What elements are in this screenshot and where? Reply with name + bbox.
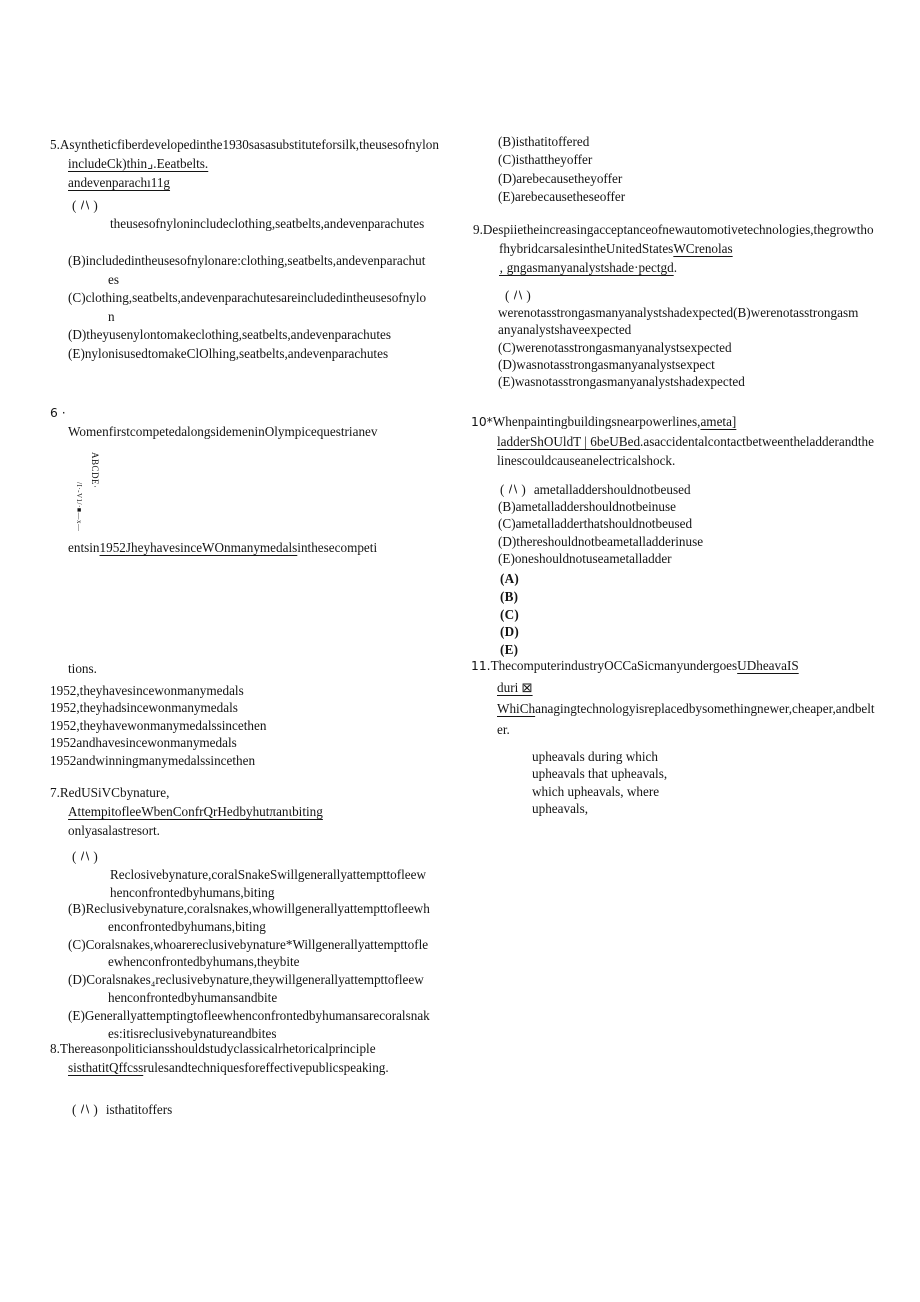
question-9-answer-label-a — [505, 286, 531, 305]
underlined-text: duri ⊠ — [497, 680, 533, 695]
text-segment: . — [673, 260, 677, 275]
answer-letter: (D) — [500, 624, 519, 640]
question-10-option: (E)oneshouldnotuseametalladder — [498, 551, 672, 567]
question-7-stem — [50, 783, 442, 840]
question-11-stem — [471, 655, 877, 740]
question-6-stem-line1: WomenfirstcompetedalongsidemeninOlympicequestrianev — [68, 424, 378, 439]
answer-letter: (C) — [500, 606, 519, 622]
text-segment: onlyasalastresort. — [68, 823, 160, 838]
question-10-answer-label-a — [500, 480, 526, 499]
question-10-stem — [471, 412, 877, 470]
cjk-ba-glyph — [79, 850, 90, 862]
text-segment: inthesecompeti — [297, 540, 378, 555]
text-segment: 5.Asyntheticfiberdevelopedinthe1930sasasubstituteforsilk,theusesofnylon — [50, 137, 439, 152]
question-6-stem-line2 — [68, 538, 430, 557]
text-segment: Whenpaintingbuildingsnearpowerlines, — [492, 414, 701, 429]
answer-letter: (B) — [500, 588, 519, 604]
question-5-options — [68, 252, 428, 364]
question-6-option: 1952,theyhavewonmanymedalssincethen — [50, 717, 267, 733]
question-9-option: werenotasstrongasmanyanalystshadexpected(B)werenotasstrongasmanyanalystshaveexpected — [498, 305, 859, 338]
underlined-text: ladderShOUldT | 6beUBed — [497, 434, 641, 449]
question-10-option-a: ametalladdershouldnotbeused — [533, 482, 691, 497]
answer-letter: (A) — [500, 571, 519, 586]
text-segment: 11. — [471, 659, 491, 673]
text-segment: 8.Thereasonpoliticiansshouldstudyclassicalrhetoricalprinciple — [50, 1041, 376, 1056]
question-5-option: (E)nylonisusedtomakeClOlhing,seatbelts,andevenparachutes — [68, 345, 389, 361]
text-segment: 9.Despiietheincreasingacceptanceofnewautomotivetechnologies,thegrowthofhybridcarsalesintheUnitedStates — [473, 222, 874, 256]
cjk-ba-glyph — [79, 199, 90, 211]
question-9-option: (D)wasnotasstrongasmanyanalystsexpect — [498, 356, 715, 372]
question-5-option-a: theusesofnylonincludeclothing,seatbelts,andevenparachutes — [110, 216, 425, 231]
underlined-text: WhiCh — [497, 701, 536, 716]
question-10-option: (D)thereshouldnotbeametalladderinuse — [498, 533, 704, 549]
underlined-text: ameta] — [700, 414, 737, 429]
question-7-option: (D)Coralsnakes₄reclusivebynature,theywillgenerallyattempttofleewhenconfrontedbyhumansandbite — [68, 972, 424, 1005]
cjk-ba-glyph — [79, 1103, 90, 1115]
question-10-option: (B)ametalladdershouldnotbeinuse — [498, 499, 676, 514]
question-9-stem — [473, 220, 875, 277]
question-11-option: upheavals, — [532, 800, 589, 816]
question-6-number: 6 · — [50, 406, 66, 420]
question-8-option-a: isthatitoffers — [105, 1102, 173, 1117]
question-9-option: (C)werenotasstrongasmanyanalystsexpected — [498, 339, 732, 355]
question-8-options — [498, 133, 848, 207]
question-10-options — [498, 498, 858, 568]
ocr-artifact-rotated-text — [74, 452, 108, 542]
question-7-options — [68, 900, 430, 1042]
question-7-option: (E)Generallyattemptingtofleewhenconfrontedbyhumansarecoralsnakes:itisreclusivebynatureandbites — [68, 1007, 430, 1041]
question-6-option: 1952andwinningmanymedalssincethen — [50, 752, 256, 768]
question-6-option: 1952andhavesincewonmanymedals — [50, 735, 237, 751]
question-9-options — [498, 304, 862, 390]
cjk-ba-glyph — [512, 289, 523, 301]
question-8-answer-label-a — [72, 1100, 98, 1119]
question-8-option: (E)arebecausetheseoffer — [498, 189, 626, 205]
underlined-text: AttempitofleeWbenConfrQrHedbyhutπanιbiting — [68, 804, 323, 819]
question-6-option: 1952,theyhadsincewonmanymedals — [50, 700, 238, 716]
question-11-option: which upheavals, where — [532, 783, 660, 799]
artifact-line-1: ABCDE· — [90, 452, 100, 489]
underlined-text: sisthatitQffcss — [68, 1060, 144, 1075]
text-segment: 10* — [471, 415, 493, 429]
question-5-answer-label-a — [72, 196, 98, 215]
question-11-option: upheavals that upheavals, — [532, 766, 668, 782]
question-7-option-a: Reclosivebynature,coralSnakeSwillgenerallyattempttofleewhenconfrontedbyhumans,biting — [110, 867, 427, 900]
underlined-text: includeCk)thin⌟.Eeatbelts. — [68, 156, 209, 171]
text-segment: ThecomputerindustryOCCaSicmanyundergoes — [490, 658, 738, 673]
answer-letter: (E) — [500, 642, 519, 658]
cjk-ba-glyph — [507, 483, 518, 495]
text-segment: rulesandtechniquesforeffectivepublicspeaking. — [143, 1060, 389, 1075]
underlined-text: andevenparachı11g — [68, 175, 171, 190]
question-6-stem-tail: tions. — [68, 661, 97, 676]
underlined-text: UDheavaIS — [737, 658, 799, 673]
underlined-text: 1952JheyhavesinceWOnmanymedals — [99, 540, 298, 555]
question-5-option: (B)includedintheusesofnylonare:clothing,seatbelts,andevenparachutes — [68, 253, 426, 287]
question-7-option: (B)Reclusivebynature,coralsnakes,whowillgenerallyattempttofleewhenconfrontedbyhumans,biting — [68, 901, 430, 934]
question-10-option: (C)ametalladderthatshouldnotbeused — [498, 516, 693, 532]
question-11-option: upheavals during which — [532, 749, 658, 764]
question-11-options — [532, 748, 832, 817]
underlined-text: WCrenolas — [673, 241, 733, 256]
question-10-answer-line — [500, 480, 691, 499]
question-6-options — [50, 682, 424, 769]
question-8-option: (B)isthatitoffered — [498, 134, 590, 149]
question-8-option: (D)arebecausetheyoffer — [498, 170, 623, 186]
question-8-option: (C)isthattheyoffer — [498, 152, 593, 168]
question-6-option: 1952,theyhavesincewonmanymedals — [50, 683, 244, 698]
text-segment: 7.RedUSiVCbynature, — [50, 785, 170, 800]
question-5-option: (D)theyusenylontomakeclothing,seatbelts,andevenparachutes — [68, 327, 391, 343]
question-7-answer-label-a — [72, 847, 98, 866]
question-10-bold-letter-list — [500, 570, 519, 659]
question-5-option: (C)clothing,seatbelts,andevenparachutesareincludedintheusesofnylon — [68, 290, 427, 324]
text-segment: entsin — [68, 540, 100, 555]
question-8-stem — [50, 1039, 442, 1077]
question-9-option: (E)wasnotasstrongasmanyanalystshadexpected — [498, 374, 745, 390]
text-segment: anagingtechnologyisreplacedbysomethingnewer,cheaper,andbelter. — [497, 701, 875, 737]
question-7-option: (C)Coralsnakes,whoarereclusivebynature*Willgenerallyattempttofleewhenconfrontedbyhumans,theybite — [68, 936, 429, 970]
question-8-answer-line — [72, 1100, 172, 1119]
artifact-line-2: /Ι·-V1/·■—x— — [75, 482, 83, 532]
underlined-text: ‚ gngasmanyanalystshade·pectgd — [499, 260, 674, 275]
question-5-stem — [50, 135, 442, 192]
text-segment: .asaccidentalcontactbetweentheladderandthelinescouldcauseanelectricalshock. — [497, 434, 874, 468]
